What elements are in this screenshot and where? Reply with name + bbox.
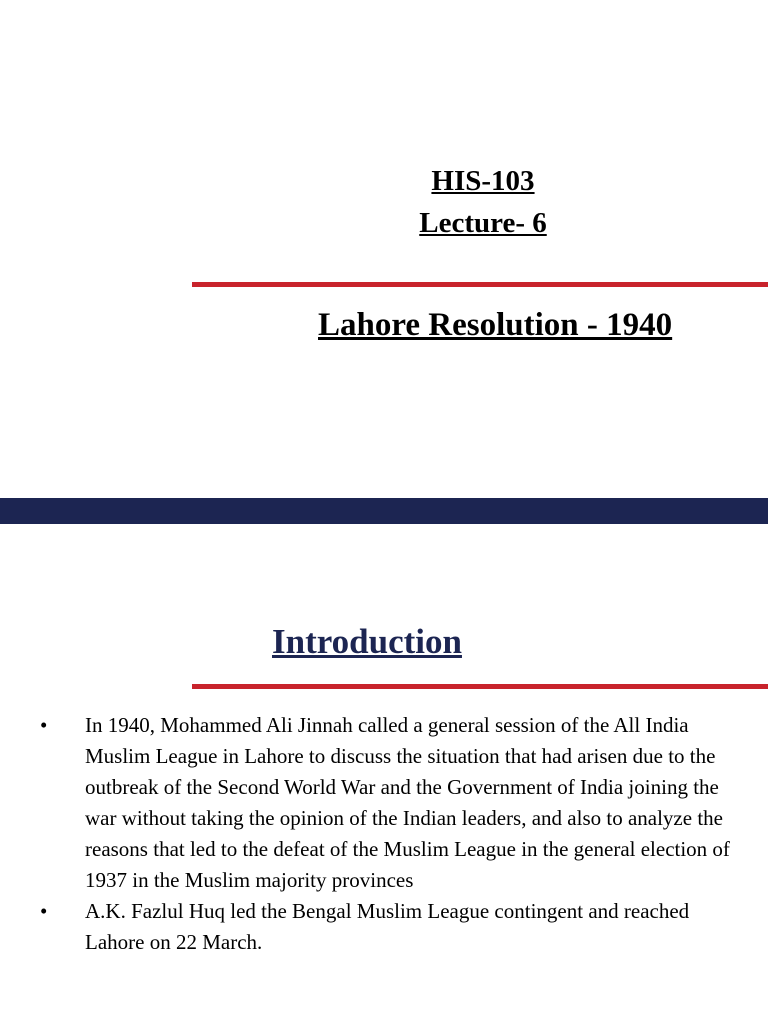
bullet-text: A.K. Fazlul Huq led the Bengal Muslim League contingent and reached Lahore on 22 March. bbox=[85, 899, 690, 954]
bullet-text: In 1940, Mohammed Ali Jinnah called a general session of the All India Muslim League in Lahore to discuss the situation that had arisen due to the outbreak of the Second World War and the Government of India joining the war without taking the opinion of the Indian leaders, and also to analyze the reasons that led to the defeat of the Muslim League in the general election of 1937 in the Muslim majority provinces bbox=[85, 713, 730, 892]
heading-divider-line bbox=[192, 684, 768, 689]
lecture-title-text: Lahore Resolution - 1940 bbox=[318, 307, 673, 343]
section-heading: Introduction bbox=[272, 622, 462, 661]
title-divider-line bbox=[192, 282, 768, 287]
bullet-list bbox=[40, 710, 740, 958]
introduction-slide bbox=[0, 524, 768, 1024]
title-slide bbox=[0, 0, 768, 498]
lecture-number: Lecture- 6 bbox=[419, 207, 547, 239]
slide-separator-band bbox=[0, 498, 768, 524]
lecture-title bbox=[318, 305, 672, 345]
bullet-icon: • bbox=[40, 899, 48, 923]
bullet-item bbox=[40, 710, 740, 896]
bullet-icon: • bbox=[40, 713, 48, 737]
bullet-item bbox=[40, 896, 740, 958]
course-code: HIS-103 bbox=[431, 165, 535, 197]
